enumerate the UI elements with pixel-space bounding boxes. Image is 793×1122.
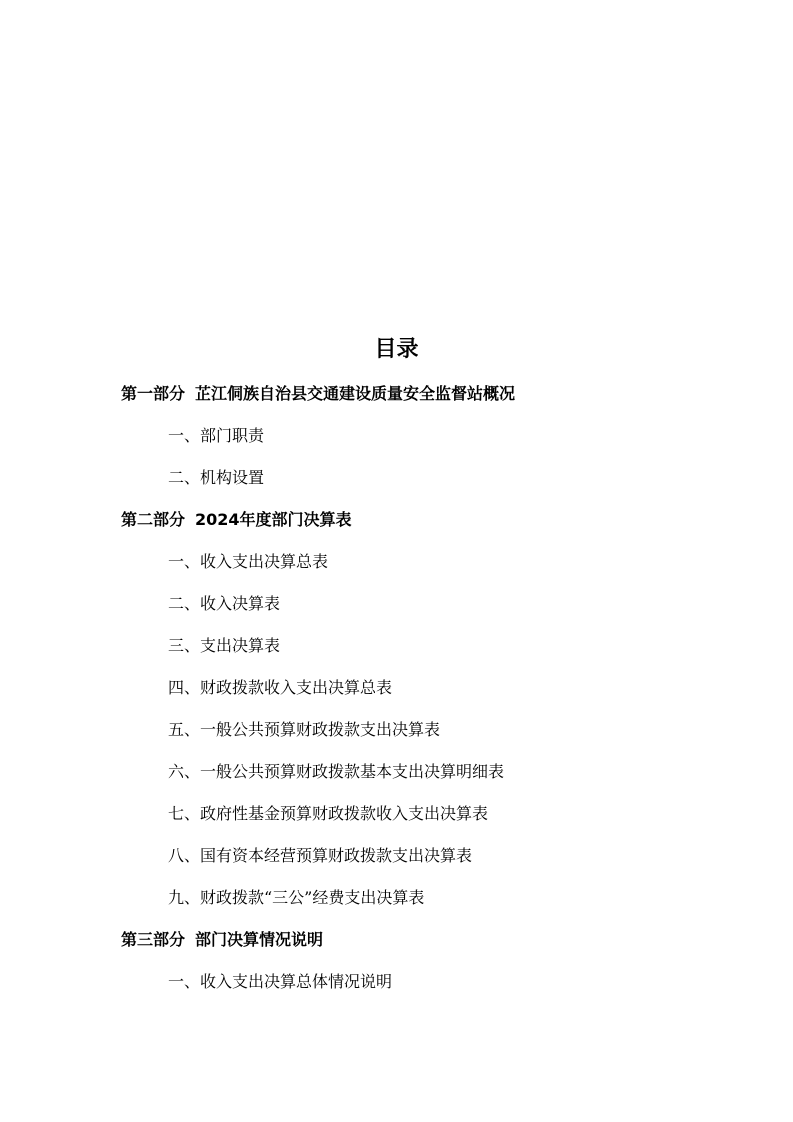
table-of-contents [0,373,793,1003]
toc-item: 一、收入支出决算总表 [168,552,329,571]
toc-part-title: 芷江侗族自治县交通建设质量安全监督站概况 [195,384,516,403]
toc-item: 一、收入支出决算总体情况说明 [168,972,393,991]
toc-part-3 [0,919,793,961]
toc-part-label: 第二部分 [121,510,186,529]
toc-part-label: 第一部分 [121,384,186,403]
toc-item: 一、部门职责 [168,426,265,445]
toc-part-1 [0,373,793,415]
toc-title: 目录 [374,337,419,362]
toc-item: 三、支出决算表 [168,636,281,655]
toc-part-title: 2024年度部门决算表 [195,510,352,529]
toc-item: 七、政府性基金预算财政拨款收入支出决算表 [168,804,489,823]
toc-item: 四、财政拨款收入支出决算总表 [168,678,393,697]
toc-item: 九、财政拨款“三公”经费支出决算表 [168,888,425,907]
toc-item: 二、机构设置 [168,468,265,487]
toc-part-label: 第三部分 [121,930,186,949]
toc-part-title: 部门决算情况说明 [195,930,324,949]
toc-part-2 [0,499,793,541]
toc-item: 六、一般公共预算财政拨款基本支出决算明细表 [168,762,505,781]
toc-item: 五、一般公共预算财政拨款支出决算表 [168,720,441,739]
toc-item: 八、国有资本经营预算财政拨款支出决算表 [168,846,473,865]
toc-item: 二、收入决算表 [168,594,281,613]
